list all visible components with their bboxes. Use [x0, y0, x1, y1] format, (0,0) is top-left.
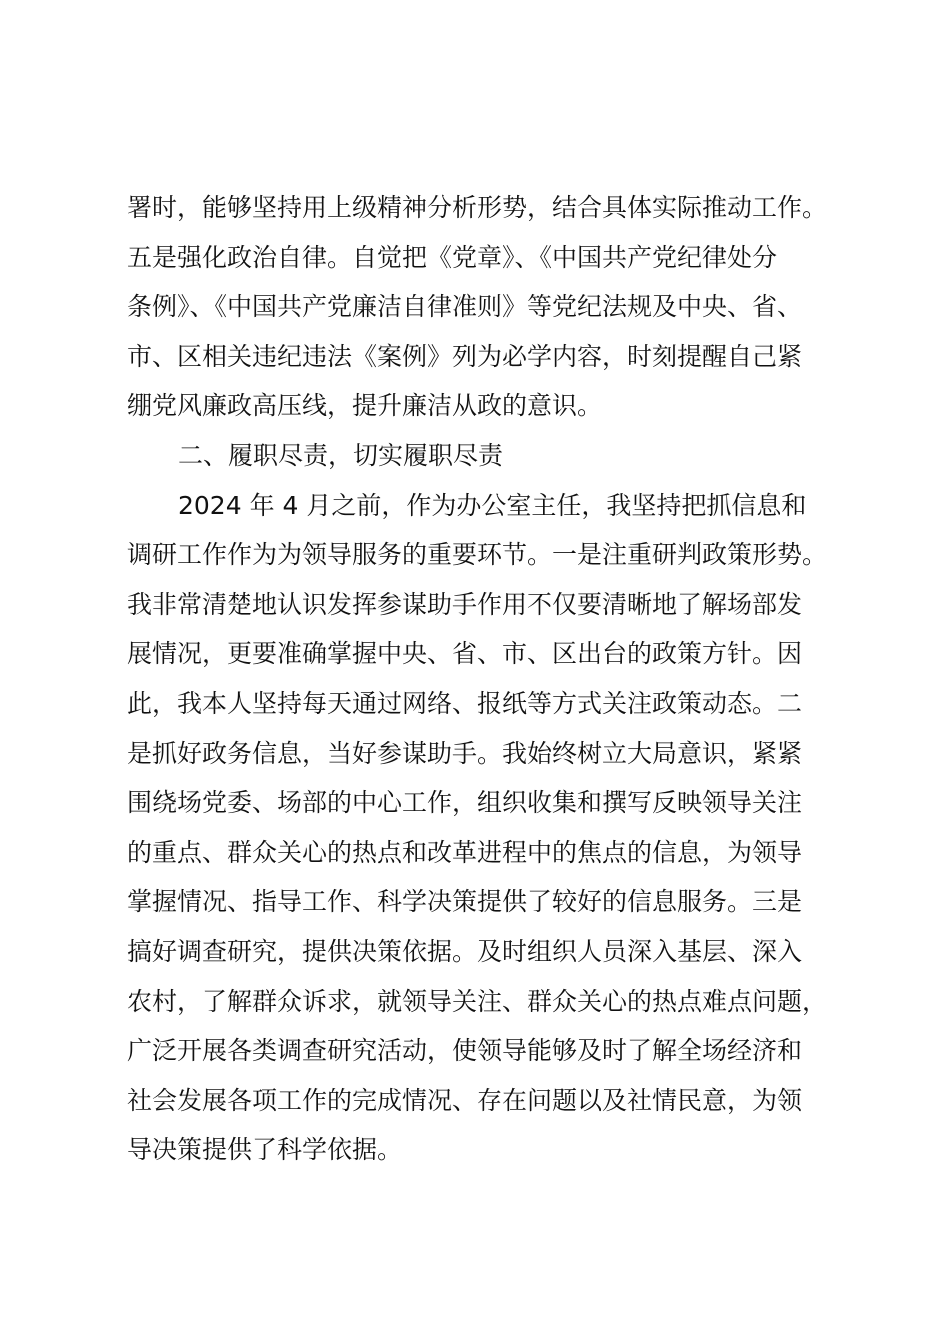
text-line: 五是强化政治自律。自觉把《党章》、《中国共产党纪律处分 — [127, 242, 778, 272]
text-line: 调研工作作为为领导服务的重要环节。一是注重研判政策形势。 — [127, 540, 828, 570]
text-line: 广泛开展各类调查研究活动，使领导能够及时了解全场经济和 — [127, 1036, 803, 1066]
text-line: 是抓好政务信息，当好参谋助手。我始终树立大局意识，紧紧 — [127, 738, 803, 768]
text-line: 围绕场党委、场部的中心工作，组织收集和撰写反映领导关注 — [127, 788, 803, 818]
text-line: 展情况，更要准确掌握中央、省、市、区出台的政策方针。因 — [127, 639, 803, 669]
text-line: 署时，能够坚持用上级精神分析形势，结合具体实际推动工作。 — [127, 193, 828, 222]
text-line: 的重点、群众关心的热点和改革进程中的焦点的信息，为领导 — [127, 837, 803, 867]
paragraph-political-discipline — [127, 183, 867, 431]
text-line: 农村，了解群众诉求，就领导关注、群众关心的热点难点问题， — [127, 986, 828, 1016]
text-line: 掌握情况、指导工作、科学决策提供了较好的信息服务。三是 — [127, 887, 803, 917]
text-line: 搞好调查研究，提供决策依据。及时组织人员深入基层、深入 — [127, 936, 803, 966]
text-line: 绷党风廉政高压线，提升廉洁从政的意识。 — [127, 391, 603, 421]
text-line: 市、区相关违纪违法《案例》列为必学内容，时刻提醒自己紧 — [127, 341, 803, 371]
text-line: 导决策提供了科学依据。 — [127, 1135, 403, 1165]
text-line: 条例》、《中国共产党廉洁自律准则》等党纪法规及中央、省、 — [127, 292, 803, 322]
text-line: 社会发展各项工作的完成情况、存在问题以及社情民意，为领 — [127, 1085, 803, 1115]
document-body — [127, 183, 867, 1175]
section-heading: 二、履职尽责，切实履职尽责 — [178, 440, 504, 470]
paragraph-duties — [127, 481, 867, 1175]
text-line: 我非常清楚地认识发挥参谋助手作用不仅要清晰地了解场部发 — [127, 589, 803, 619]
text-line: 此，我本人坚持每天通过网络、报纸等方式关注政策动态。二 — [127, 688, 803, 718]
text-line: 2024 年 4 月之前，作为办公室主任，我坚持把抓信息和 — [178, 490, 807, 520]
